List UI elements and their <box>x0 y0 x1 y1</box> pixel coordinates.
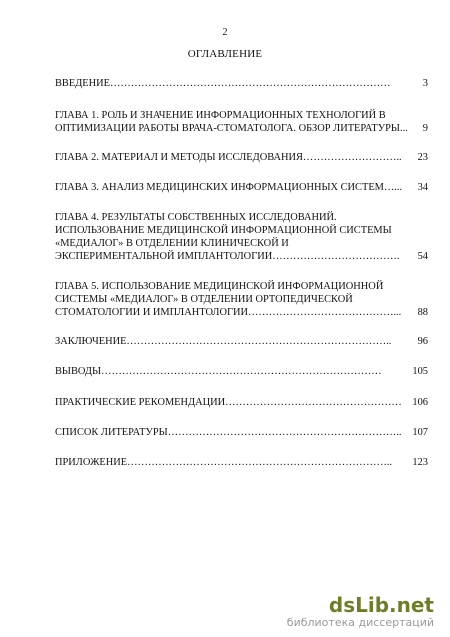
toc-entry-line: СИСТЕМЫ «МЕДИАЛОГ» В ОТДЕЛЕНИИ ОРТОПЕДИЧЕСКОЙ <box>55 294 353 305</box>
toc-entry-title: СПИСОК ЛИТЕРАТУРЫ………………………………………………………….. <box>55 427 402 438</box>
toc-entry-line: «МЕДИАЛОГ» В ОТДЕЛЕНИИ КЛИНИЧЕСКОЙ И <box>55 238 289 249</box>
toc-page-number: 123 <box>412 457 428 468</box>
toc-entry-chapter-5 <box>55 280 428 319</box>
toc-page-number: 106 <box>412 397 428 408</box>
toc-entry-line: ГЛАВА 1. РОЛЬ И ЗНАЧЕНИЕ ИНФОРМАЦИОННЫХ ТЕХНОЛОГИЙ В <box>55 110 386 121</box>
toc-page-number: 88 <box>417 307 428 318</box>
toc-entry-recommendations <box>55 396 428 409</box>
toc-entry-chapter-4 <box>55 211 428 263</box>
toc-title: ОГЛАВЛЕНИЕ <box>187 48 263 60</box>
toc-entry-line: ГЛАВА 5. ИСПОЛЬЗОВАНИЕ МЕДИЦИНСКОЙ ИНФОРМАЦИОННОЙ <box>55 281 384 292</box>
toc-page-number: 96 <box>417 336 428 347</box>
watermark-subtitle: библиотека диссертаций <box>286 616 434 629</box>
toc-entry-title: ВВЕДЕНИЕ……………………………………………………………………… <box>55 78 391 89</box>
toc-row <box>55 151 428 164</box>
toc-row <box>55 396 428 409</box>
toc-row <box>55 181 428 194</box>
toc-entry-line: ГЛАВА 4. РЕЗУЛЬТАТЫ СОБСТВЕННЫХ ИССЛЕДОВАНИЙ. <box>55 212 337 223</box>
toc-page-number: 23 <box>417 152 428 163</box>
toc-page-number: 107 <box>412 427 428 438</box>
toc-entry-line: ИСПОЛЬЗОВАНИЕ МЕДИЦИНСКОЙ ИНФОРМАЦИОННОЙ СИСТЕМЫ <box>55 225 392 236</box>
toc-entry-references <box>55 426 428 439</box>
toc-entry-findings <box>55 365 428 378</box>
toc-entry-title: ЭКСПЕРИМЕНТАЛЬНОЙ ИМПЛАНТОЛОГИИ………………………………. <box>55 251 400 262</box>
toc-row <box>55 365 428 378</box>
toc-page-number: 54 <box>417 251 428 262</box>
toc-entry-title: ОПТИМИЗАЦИИ РАБОТЫ ВРАЧА-СТОМАТОЛОГА. ОБЗОР ЛИТЕРАТУРЫ... <box>55 123 408 134</box>
toc-entry-conclusion <box>55 335 428 348</box>
toc-row <box>55 306 428 319</box>
toc-page-number: 105 <box>412 366 428 377</box>
toc-entry-title: СТОМАТОЛОГИИ И ИМПЛАНТОЛОГИИ……………………………………... <box>55 307 402 318</box>
toc-entry-chapter-3 <box>55 181 428 194</box>
toc-entry-title: ГЛАВА 2. МАТЕРИАЛ И МЕТОДЫ ИССЛЕДОВАНИЯ……………………….. <box>55 152 402 163</box>
toc-entry-introduction <box>55 77 428 90</box>
toc-page-number: 34 <box>417 182 428 193</box>
watermark <box>287 594 434 629</box>
watermark-logo: dsLib.net <box>328 593 434 617</box>
toc-row <box>55 77 428 90</box>
toc-row <box>55 335 428 348</box>
toc-entry-title: ЗАКЛЮЧЕНИЕ………………………………………………………………….. <box>55 336 392 347</box>
toc-entry-title: ВЫВОДЫ……………………………………………………………………… <box>55 366 382 377</box>
page-number: 2 <box>222 27 228 38</box>
toc-row <box>55 426 428 439</box>
toc-page-number: 9 <box>422 123 428 134</box>
toc-entry-title: ПРАКТИЧЕСКИЕ РЕКОМЕНДАЦИИ…………………………………………… <box>55 397 402 408</box>
toc-entry-title: ГЛАВА 3. АНАЛИЗ МЕДИЦИНСКИХ ИНФОРМАЦИОННЫХ СИСТЕМ…... <box>55 182 403 193</box>
toc-entry-title: ПРИЛОЖЕНИЕ………………………………………………………………….. <box>55 457 393 468</box>
toc-row <box>55 250 428 263</box>
toc-page-number: 3 <box>422 78 428 89</box>
toc-entry-chapter-1 <box>55 109 428 135</box>
toc-row <box>55 122 428 135</box>
toc-entry-appendix <box>55 456 428 469</box>
toc-entry-chapter-2 <box>55 151 428 164</box>
toc-row <box>55 456 428 469</box>
